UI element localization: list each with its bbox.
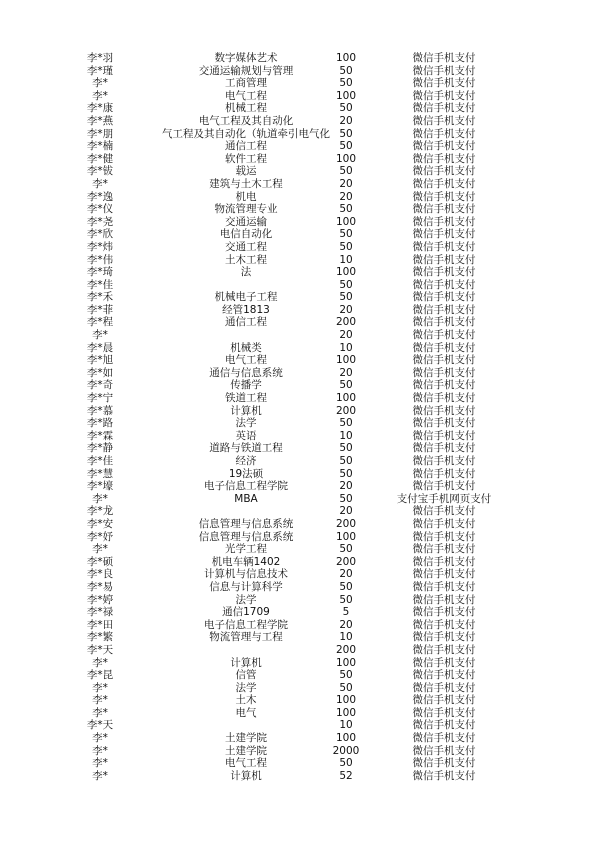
donor-name-cell: 李*晨: [86, 341, 114, 354]
donor-name-cell: 李*: [92, 177, 108, 190]
major-cell: 交通运输规划与管理: [198, 64, 294, 77]
table-row: [0, 304, 600, 317]
major-cell: 电气: [235, 706, 257, 719]
amount-cell: 50: [339, 278, 353, 291]
donor-name-cell: 李*: [92, 681, 108, 694]
major-cell: 铁道工程: [225, 392, 267, 405]
amount-cell: 50: [339, 64, 353, 77]
payment-method-cell: 微信手机支付: [412, 266, 476, 279]
table-row: [0, 65, 600, 78]
major-cell: 电气工程: [225, 354, 267, 367]
amount-cell: 20: [339, 480, 353, 493]
amount-cell: 20: [339, 329, 353, 342]
amount-cell: 200: [335, 316, 357, 329]
donor-name-cell: 李*龙: [86, 505, 114, 518]
payment-method-cell: 微信手机支付: [412, 530, 476, 543]
payment-method-cell: 微信手机支付: [412, 543, 476, 556]
major-cell: 通信与信息系统: [209, 366, 283, 379]
donor-name-cell: 李*硕: [86, 555, 114, 568]
major-cell: 计算机: [230, 404, 262, 417]
amount-cell: 100: [335, 732, 357, 745]
amount-cell: 50: [339, 593, 353, 606]
payment-method-cell: 微信手机支付: [412, 354, 476, 367]
donor-name-cell: 李*壕: [86, 480, 114, 493]
major-cell: 机械电子工程: [214, 291, 278, 304]
major-cell: 电气工程: [225, 89, 267, 102]
payment-method-cell: 微信手机支付: [412, 467, 476, 480]
table-row: [0, 468, 600, 481]
amount-cell: 50: [339, 140, 353, 153]
amount-cell: 100: [335, 706, 357, 719]
table-row: [0, 115, 600, 128]
payment-method-cell: 微信手机支付: [412, 694, 476, 707]
donor-name-cell: 李*: [92, 694, 108, 707]
major-cell: 信管: [235, 669, 257, 682]
donor-name-cell: 李*路: [86, 417, 114, 430]
donor-name-cell: 李*田: [86, 618, 114, 631]
donor-name-cell: 李*慧: [86, 467, 114, 480]
payment-method-cell: 微信手机支付: [412, 52, 476, 64]
payment-method-cell: 微信手机支付: [412, 152, 476, 165]
table-row: [0, 745, 600, 758]
donor-name-cell: 李*朋: [86, 127, 114, 140]
amount-cell: 52: [339, 769, 353, 782]
table-row: [0, 216, 600, 229]
donor-name-cell: 李*良: [86, 568, 114, 581]
table-row: [0, 493, 600, 506]
major-cell: 信息管理与信息系统: [198, 530, 294, 543]
donor-name-cell: 李*禄: [86, 606, 114, 619]
donor-name-cell: 李*天: [86, 719, 114, 732]
donation-table: [0, 52, 600, 782]
donor-name-cell: 李*妤: [86, 530, 114, 543]
amount-cell: 50: [339, 442, 353, 455]
donor-name-cell: 李*羽: [86, 52, 114, 64]
major-cell: 电子信息工程学院: [204, 480, 288, 493]
table-row: [0, 52, 600, 65]
payment-method-cell: 微信手机支付: [412, 643, 476, 656]
amount-cell: 10: [339, 341, 353, 354]
amount-cell: 50: [339, 669, 353, 682]
payment-method-cell: 支付宝手机网页支付: [396, 492, 492, 505]
payment-method-cell: 微信手机支付: [412, 329, 476, 342]
table-row: [0, 228, 600, 241]
major-cell: 机械工程: [225, 102, 267, 115]
donor-name-cell: 李*尧: [86, 215, 114, 228]
amount-cell: 200: [335, 643, 357, 656]
payment-method-cell: 微信手机支付: [412, 228, 476, 241]
major-cell: 电信自动化: [219, 228, 273, 241]
amount-cell: 10: [339, 253, 353, 266]
donor-name-cell: 李*昆: [86, 669, 114, 682]
amount-cell: 50: [339, 77, 353, 90]
payment-method-cell: 微信手机支付: [412, 455, 476, 467]
amount-cell: 20: [339, 505, 353, 518]
payment-method-cell: 微信手机支付: [412, 593, 476, 606]
table-row: [0, 518, 600, 531]
major-cell: 物流管理专业: [214, 203, 278, 216]
major-cell: 软件工程: [225, 152, 267, 165]
table-row: [0, 367, 600, 380]
payment-method-cell: 微信手机支付: [412, 744, 476, 757]
table-row: [0, 417, 600, 430]
table-row: [0, 455, 600, 468]
donor-name-cell: 李*天: [86, 643, 114, 656]
amount-cell: 50: [339, 102, 353, 115]
table-row: [0, 556, 600, 569]
major-cell: 交通运输: [225, 215, 267, 228]
table-row: [0, 153, 600, 166]
payment-method-cell: 微信手机支付: [412, 165, 476, 178]
donor-name-cell: 李*伟: [86, 253, 114, 266]
table-row: [0, 770, 600, 783]
payment-method-cell: 微信手机支付: [412, 190, 476, 203]
major-cell: MBA: [234, 492, 258, 505]
payment-method-cell: 微信手机支付: [412, 631, 476, 644]
donor-name-cell: 李*仪: [86, 203, 114, 216]
table-row: [0, 619, 600, 632]
amount-cell: 50: [339, 203, 353, 216]
major-cell: 光学工程: [225, 543, 267, 556]
major-cell: 建筑与土木工程: [209, 177, 283, 190]
amount-cell: 100: [335, 530, 357, 543]
table-row: [0, 606, 600, 619]
donor-name-cell: 李*钹: [86, 165, 114, 178]
amount-cell: 50: [339, 379, 353, 392]
donor-name-cell: 李*程: [86, 316, 114, 329]
amount-cell: 200: [335, 555, 357, 568]
major-cell: 电子信息工程学院: [204, 618, 288, 631]
amount-cell: 20: [339, 114, 353, 127]
table-row: [0, 430, 600, 443]
amount-cell: 50: [339, 757, 353, 770]
major-cell: 计算机与信息技术: [204, 568, 288, 581]
donor-name-cell: 李*: [92, 89, 108, 102]
major-cell: 通信1709: [222, 606, 270, 619]
donor-name-cell: 李*: [92, 769, 108, 782]
table-row: [0, 178, 600, 191]
amount-cell: 50: [339, 291, 353, 304]
donor-name-cell: 李*: [92, 77, 108, 90]
donor-name-cell: 李*慕: [86, 404, 114, 417]
payment-method-cell: 微信手机支付: [412, 114, 476, 127]
table-row: [0, 392, 600, 405]
amount-cell: 20: [339, 618, 353, 631]
major-cell: 物流管理与工程: [209, 631, 283, 644]
table-row: [0, 329, 600, 342]
payment-method-cell: 微信手机支付: [412, 177, 476, 190]
donor-name-cell: 李*: [92, 706, 108, 719]
donor-name-cell: 李*: [92, 329, 108, 342]
amount-cell: 100: [335, 656, 357, 669]
table-row: [0, 77, 600, 90]
table-row: [0, 241, 600, 254]
table-row: [0, 707, 600, 720]
table-row: [0, 165, 600, 178]
amount-cell: 50: [339, 240, 353, 253]
payment-method-cell: 微信手机支付: [412, 77, 476, 90]
major-cell: 土建学院: [225, 732, 267, 745]
donor-name-cell: 李*繁: [86, 631, 114, 644]
major-cell: 土建学院: [225, 744, 267, 757]
amount-cell: 50: [339, 467, 353, 480]
amount-cell: 10: [339, 429, 353, 442]
major-cell: 电气工程及其自动化: [198, 114, 294, 127]
donor-name-cell: 李*霖: [86, 429, 114, 442]
table-row: [0, 669, 600, 682]
payment-method-cell: 微信手机支付: [412, 127, 476, 140]
amount-cell: 5: [342, 606, 350, 619]
table-row: [0, 543, 600, 556]
payment-method-cell: 微信手机支付: [412, 580, 476, 593]
amount-cell: 50: [339, 417, 353, 430]
amount-cell: 100: [335, 694, 357, 707]
amount-cell: 50: [339, 165, 353, 178]
amount-cell: 10: [339, 719, 353, 732]
amount-cell: 50: [339, 580, 353, 593]
major-cell: 土木: [235, 694, 257, 707]
payment-method-cell: 微信手机支付: [412, 253, 476, 266]
major-cell: 通信工程: [225, 140, 267, 153]
payment-method-cell: 微信手机支付: [412, 681, 476, 694]
donor-name-cell: 李*禾: [86, 291, 114, 304]
table-row: [0, 266, 600, 279]
amount-cell: 200: [335, 517, 357, 530]
payment-method-cell: 微信手机支付: [412, 203, 476, 216]
donor-name-cell: 李*炜: [86, 240, 114, 253]
donor-name-cell: 李*易: [86, 580, 114, 593]
table-row: [0, 682, 600, 695]
donor-name-cell: 李*如: [86, 366, 114, 379]
table-row: [0, 442, 600, 455]
major-cell: 工商管理: [225, 77, 267, 90]
payment-method-cell: 微信手机支付: [412, 480, 476, 493]
table-row: [0, 90, 600, 103]
table-row: [0, 657, 600, 670]
donor-name-cell: 李*瑾: [86, 64, 114, 77]
payment-method-cell: 微信手机支付: [412, 379, 476, 392]
major-cell: 法学: [235, 593, 257, 606]
donor-name-cell: 李*健: [86, 152, 114, 165]
amount-cell: 20: [339, 303, 353, 316]
table-row: [0, 354, 600, 367]
major-cell: 道路与铁道工程: [209, 442, 283, 455]
amount-cell: 20: [339, 177, 353, 190]
table-row: [0, 254, 600, 267]
major-cell: 电气工程: [225, 757, 267, 770]
payment-method-cell: 微信手机支付: [412, 442, 476, 455]
payment-method-cell: 微信手机支付: [412, 618, 476, 631]
donor-name-cell: 李*佳: [86, 455, 114, 467]
major-cell: 机电: [235, 190, 257, 203]
major-cell: 法学: [235, 417, 257, 430]
amount-cell: 10: [339, 631, 353, 644]
payment-method-cell: 微信手机支付: [412, 606, 476, 619]
major-cell: 19法硕: [228, 467, 264, 480]
donor-name-cell: 李*: [92, 656, 108, 669]
payment-method-cell: 微信手机支付: [412, 240, 476, 253]
amount-cell: 50: [339, 228, 353, 241]
payment-method-cell: 微信手机支付: [412, 429, 476, 442]
payment-method-cell: 微信手机支付: [412, 341, 476, 354]
amount-cell: 50: [339, 492, 353, 505]
payment-method-cell: 微信手机支付: [412, 555, 476, 568]
amount-cell: 2000: [332, 744, 360, 757]
payment-method-cell: 微信手机支付: [412, 278, 476, 291]
amount-cell: 50: [339, 455, 353, 467]
payment-method-cell: 微信手机支付: [412, 102, 476, 115]
major-cell: 计算机: [230, 769, 262, 782]
table-row: [0, 102, 600, 115]
table-row: [0, 128, 600, 141]
table-row: [0, 140, 600, 153]
payment-method-cell: 微信手机支付: [412, 769, 476, 782]
major-cell: 法学: [235, 681, 257, 694]
payment-method-cell: 微信手机支付: [412, 392, 476, 405]
amount-cell: 100: [335, 152, 357, 165]
table-row: [0, 342, 600, 355]
donor-name-cell: 李*奇: [86, 379, 114, 392]
major-cell: 经管1813: [222, 303, 270, 316]
donor-name-cell: 李*安: [86, 517, 114, 530]
donor-name-cell: 李*: [92, 757, 108, 770]
table-row: [0, 757, 600, 770]
amount-cell: 100: [335, 354, 357, 367]
amount-cell: 100: [335, 89, 357, 102]
amount-cell: 100: [335, 266, 357, 279]
amount-cell: 20: [339, 190, 353, 203]
table-row: [0, 594, 600, 607]
amount-cell: 100: [335, 215, 357, 228]
payment-method-cell: 微信手机支付: [412, 417, 476, 430]
major-cell: 传播学: [230, 379, 262, 392]
payment-method-cell: 微信手机支付: [412, 303, 476, 316]
table-row: [0, 379, 600, 392]
major-cell: 土木工程: [225, 253, 267, 266]
payment-method-cell: 微信手机支付: [412, 316, 476, 329]
payment-method-cell: 微信手机支付: [412, 366, 476, 379]
table-row: [0, 581, 600, 594]
table-row: [0, 191, 600, 204]
donor-name-cell: 李*宁: [86, 392, 114, 405]
table-row: [0, 631, 600, 644]
table-row: [0, 505, 600, 518]
donor-name-cell: 李*逸: [86, 190, 114, 203]
table-row: [0, 405, 600, 418]
payment-method-cell: 微信手机支付: [412, 505, 476, 518]
donor-name-cell: 李*: [92, 732, 108, 745]
major-cell: 通信工程: [225, 316, 267, 329]
amount-cell: 100: [335, 52, 357, 64]
payment-method-cell: 微信手机支付: [412, 291, 476, 304]
donor-name-cell: 李*楠: [86, 140, 114, 153]
donor-name-cell: 李*: [92, 492, 108, 505]
payment-method-cell: 微信手机支付: [412, 706, 476, 719]
donor-name-cell: 李*婷: [86, 593, 114, 606]
major-cell: 计算机: [230, 656, 262, 669]
amount-cell: 100: [335, 392, 357, 405]
major-cell: 英语: [235, 429, 257, 442]
table-row: [0, 203, 600, 216]
table-row: [0, 291, 600, 304]
major-cell: 经济: [235, 455, 257, 467]
amount-cell: 50: [339, 681, 353, 694]
major-cell: 法: [240, 266, 252, 279]
major-cell: 机电车辆1402: [211, 555, 281, 568]
payment-method-cell: 微信手机支付: [412, 140, 476, 153]
table-row: [0, 694, 600, 707]
donor-name-cell: 李*琦: [86, 266, 114, 279]
donor-name-cell: 李*康: [86, 102, 114, 115]
table-row: [0, 531, 600, 544]
payment-method-cell: 微信手机支付: [412, 568, 476, 581]
payment-method-cell: 微信手机支付: [412, 89, 476, 102]
table-row: [0, 316, 600, 329]
major-cell: 载运: [235, 165, 257, 178]
donor-name-cell: 李*燕: [86, 114, 114, 127]
donor-name-cell: 李*旭: [86, 354, 114, 367]
amount-cell: 20: [339, 366, 353, 379]
major-cell: 信息管理与信息系统: [198, 517, 294, 530]
major-cell: 气工程及其自动化（轨道牵引电气化: [162, 127, 330, 140]
amount-cell: 20: [339, 568, 353, 581]
table-row: [0, 719, 600, 732]
donor-name-cell: 李*静: [86, 442, 114, 455]
table-row: [0, 644, 600, 657]
major-cell: 数字媒体艺术: [214, 52, 278, 64]
table-row: [0, 568, 600, 581]
amount-cell: 200: [335, 404, 357, 417]
donor-name-cell: 李*欣: [86, 228, 114, 241]
payment-method-cell: 微信手机支付: [412, 656, 476, 669]
payment-method-cell: 微信手机支付: [412, 719, 476, 732]
donor-name-cell: 李*菲: [86, 303, 114, 316]
donor-name-cell: 李*: [92, 744, 108, 757]
major-cell: 信息与计算科学: [209, 580, 283, 593]
major-cell: 机械类: [230, 341, 262, 354]
payment-method-cell: 微信手机支付: [412, 64, 476, 77]
payment-method-cell: 微信手机支付: [412, 732, 476, 745]
donor-name-cell: 李*: [92, 543, 108, 556]
payment-method-cell: 微信手机支付: [412, 517, 476, 530]
table-row: [0, 480, 600, 493]
table-row: [0, 732, 600, 745]
table-row: [0, 279, 600, 292]
amount-cell: 50: [339, 543, 353, 556]
payment-method-cell: 微信手机支付: [412, 215, 476, 228]
payment-method-cell: 微信手机支付: [412, 404, 476, 417]
payment-method-cell: 微信手机支付: [412, 757, 476, 770]
donor-name-cell: 李*佳: [86, 278, 114, 291]
amount-cell: 50: [339, 127, 353, 140]
major-cell: 交通工程: [225, 240, 267, 253]
payment-method-cell: 微信手机支付: [412, 669, 476, 682]
